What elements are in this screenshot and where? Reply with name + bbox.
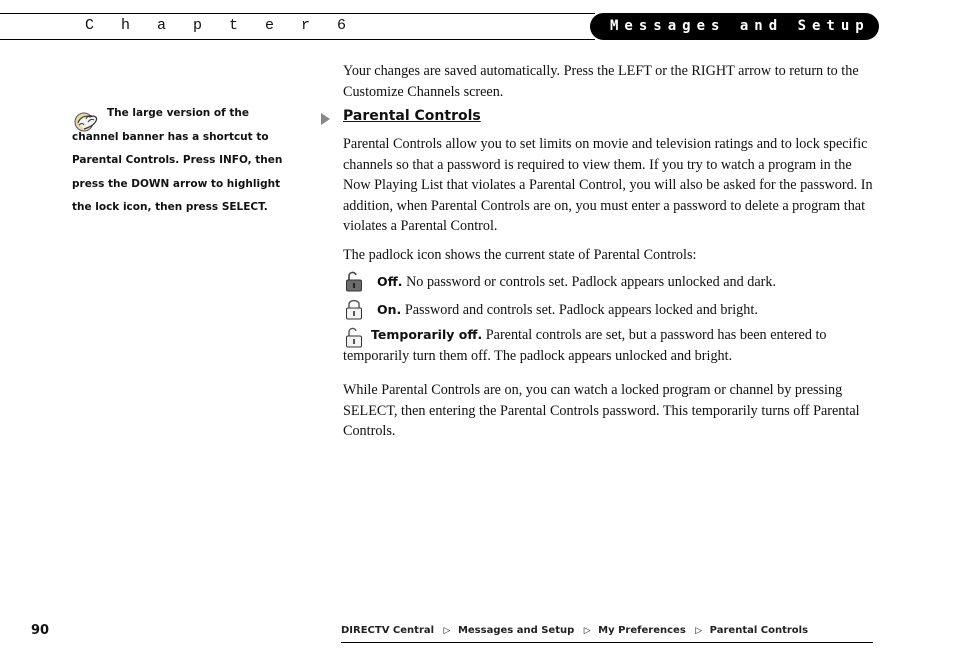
intro-paragraph: Your changes are saved automatically. Press the LEFT or the RIGHT arrow to return to the Customize Channels screen. bbox=[343, 63, 859, 100]
state-on-text: Password and controls set. Padlock appears locked and bright. bbox=[401, 302, 758, 318]
description-paragraph: Parental Controls allow you to set limits on movie and television ratings and to lock specific channels so that a password is required to view them. If you try to watch a program in the Now Playing List that violates a Parental Control, you will also be asked for the password. In addition, when Parental Controls are on, you must enter a password to delete a program that violates a Parental Control. bbox=[343, 136, 873, 235]
triangle-separator-icon: ▷ bbox=[443, 626, 451, 636]
locked-program-paragraph: While Parental Controls are on, you can watch a locked program or channel by pressing SELECT, then entering the Parental Controls password. This temporarily turns off Parental Controls. bbox=[343, 382, 860, 440]
state-off-text: No password or controls set. Padlock appears unlocked and dark. bbox=[402, 274, 777, 290]
breadcrumb bbox=[341, 625, 808, 636]
header-rule-bottom bbox=[0, 39, 595, 40]
breadcrumb-item-my-preferences: My Preferences bbox=[598, 625, 686, 636]
chapter-label: C h a p t e r 6 bbox=[85, 17, 356, 34]
footer-rule bbox=[341, 642, 873, 643]
page-number: 90 bbox=[31, 623, 50, 638]
sidebar-note: The large version of the channel banner has a shortcut to Parental Controls. Press INFO, then press the DOWN arrow to highlight the lock icon, then press SELECT. bbox=[72, 107, 283, 214]
padlock-locked-bright-icon bbox=[345, 298, 363, 320]
triangle-separator-icon: ▷ bbox=[583, 626, 591, 636]
section-heading: Parental Controls bbox=[343, 108, 481, 124]
triangle-bullet-icon bbox=[321, 113, 330, 125]
section-title: Messages and Setup bbox=[590, 13, 879, 40]
state-temporarily-off-text: Parental controls are set, but a password has been entered to temporarily turn them off. The padlock appears unlocked and bright. bbox=[343, 327, 827, 364]
header-rule-top bbox=[0, 13, 595, 14]
padlock-paragraph: The padlock icon shows the current state of Parental Controls: bbox=[343, 247, 697, 263]
breadcrumb-item-messages-and-setup: Messages and Setup bbox=[457, 625, 575, 636]
padlock-unlocked-dark-icon bbox=[345, 270, 363, 292]
triangle-separator-icon: ▷ bbox=[695, 626, 703, 636]
breadcrumb-item-parental-controls: Parental Controls bbox=[709, 625, 809, 636]
state-temporarily-off-label: Temporarily off. bbox=[371, 327, 483, 342]
state-on-label: On. bbox=[377, 302, 402, 317]
state-off-label: Off. bbox=[377, 274, 403, 289]
breadcrumb-item-directv-central: DIRECTV Central bbox=[341, 625, 435, 636]
